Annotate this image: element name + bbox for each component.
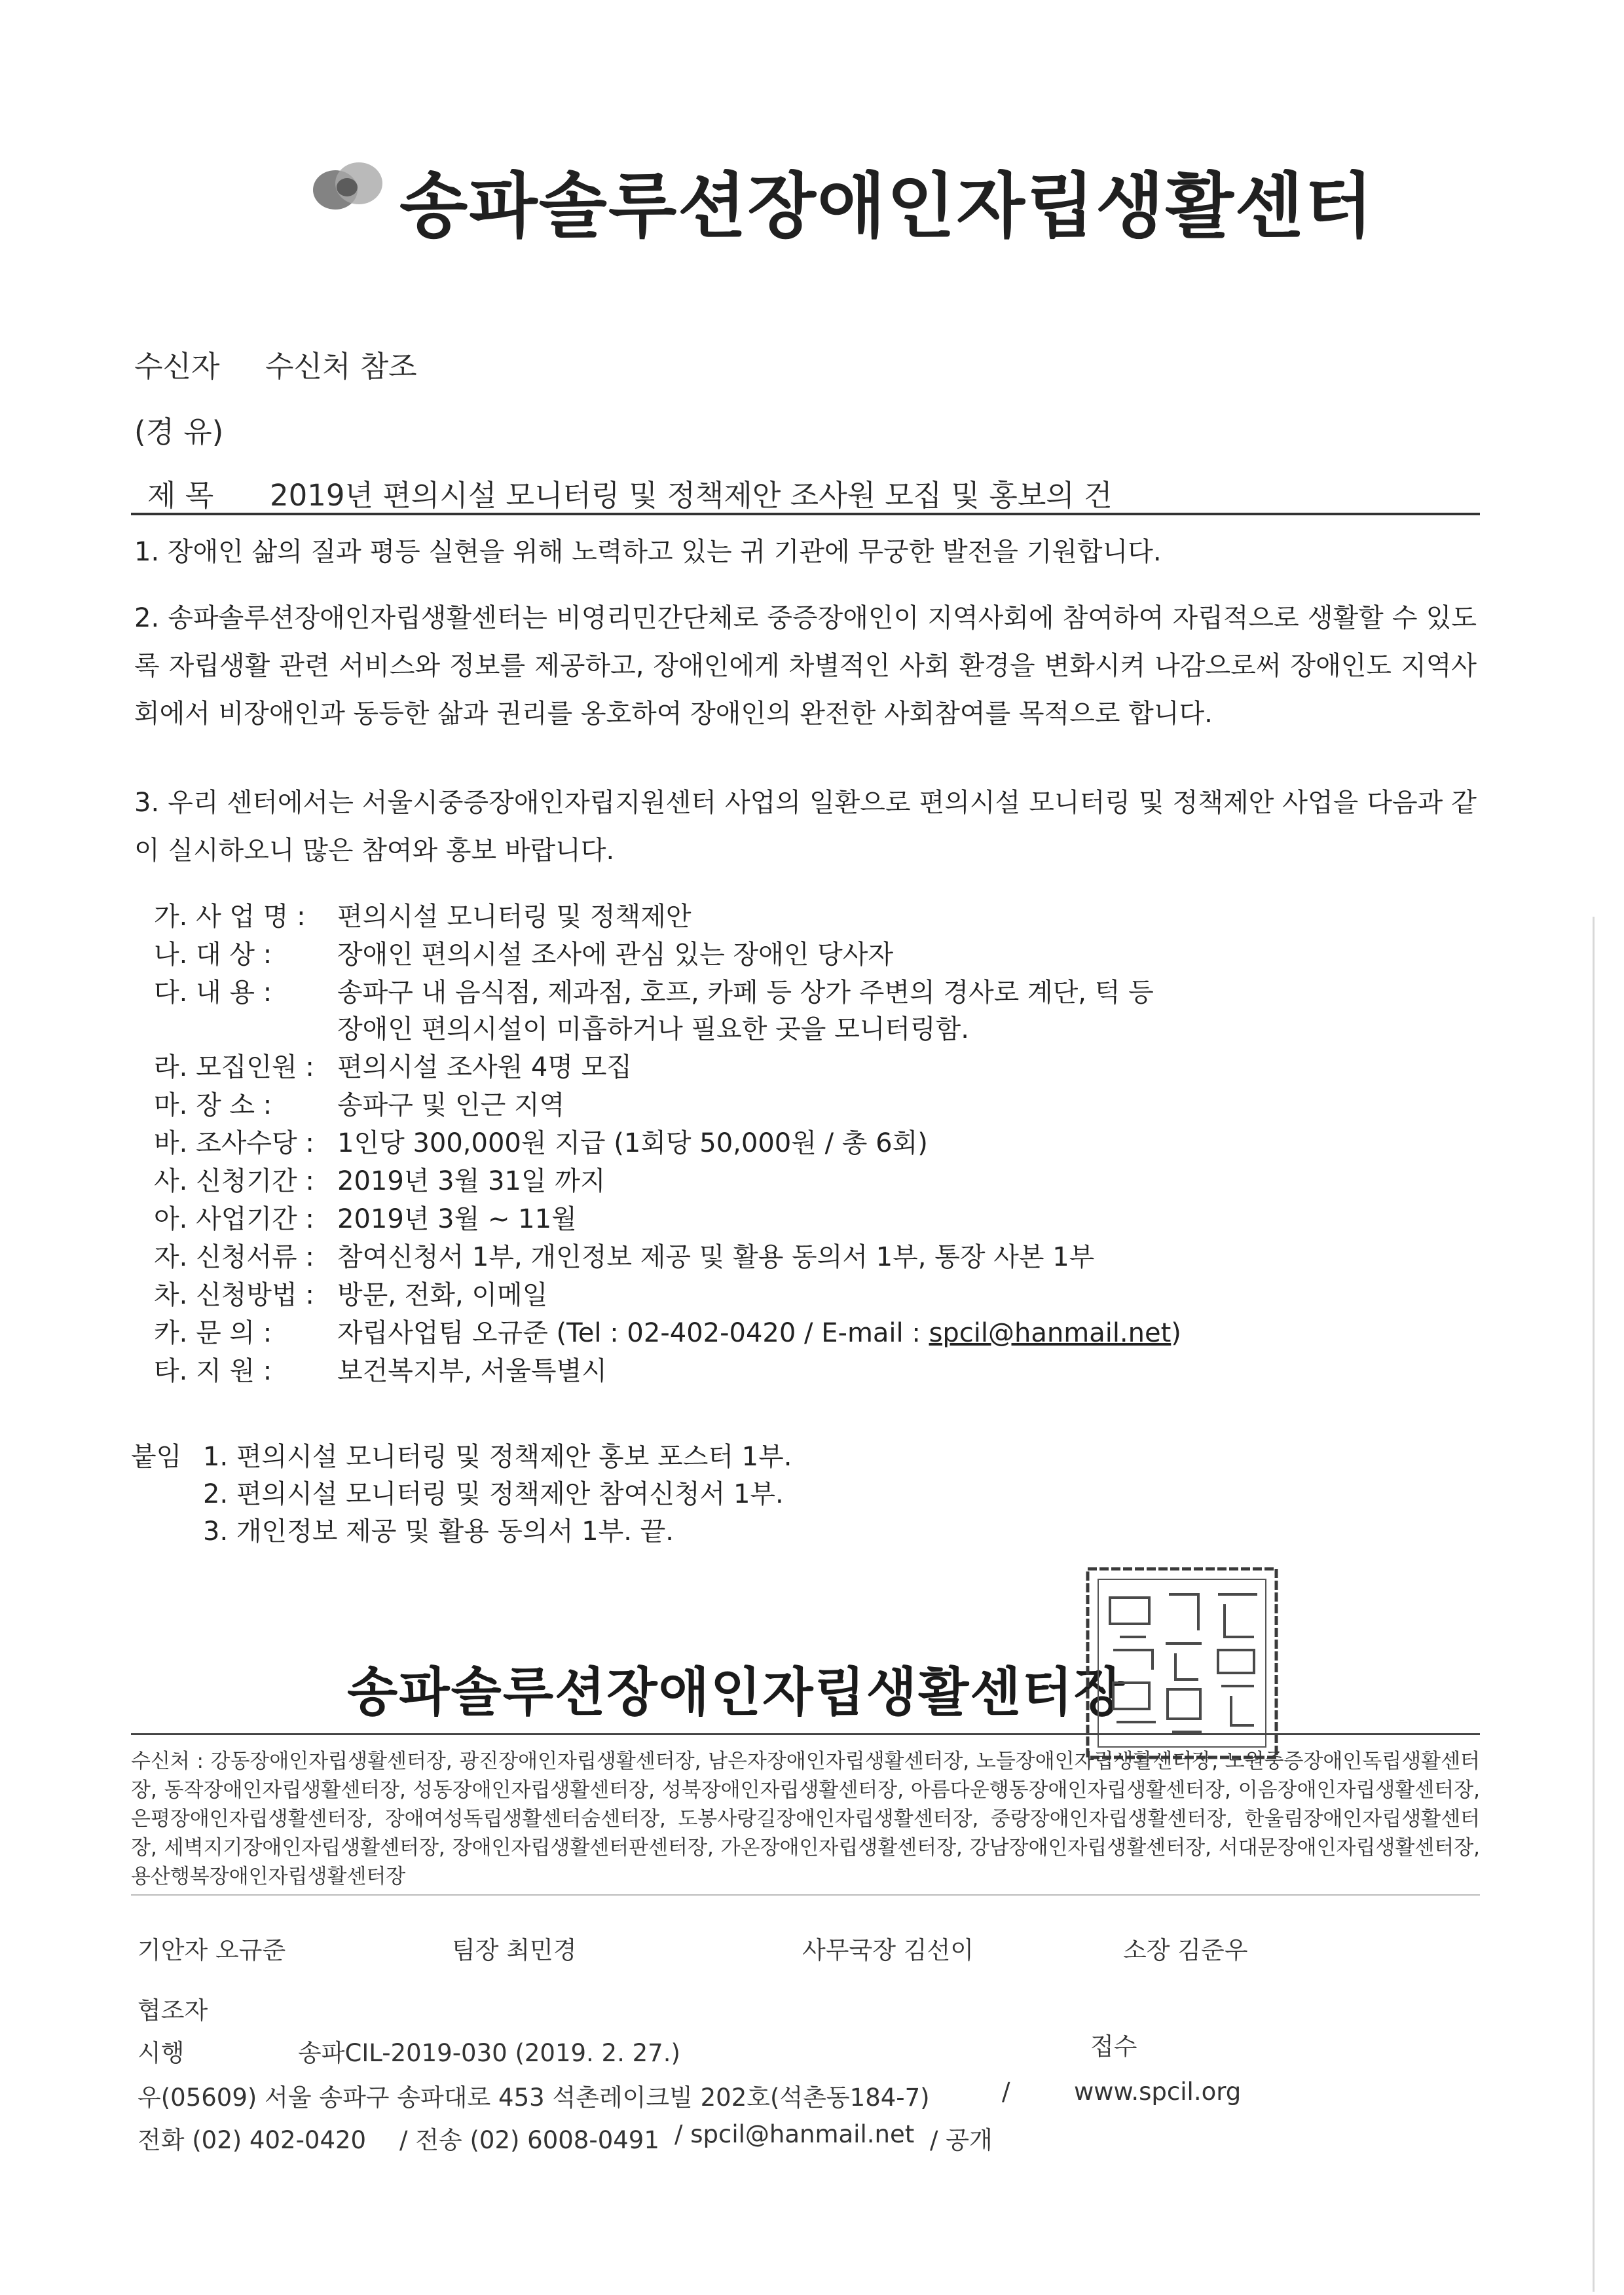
paragraph-3: 3. 우리 센터에서는 서울시중증장애인자립지원센터 사업의 일환으로 편의시설 모니터링 및 정책제안 사업을 다음과 같이 실시하오니 많은 참여와 홍보 바랍니다. (134, 788, 1477, 866)
subject-label: 제 목 (147, 478, 214, 513)
item-value: 방문, 전화, 이메일 (337, 1280, 548, 1310)
item-label: 카. 문 의 : (154, 1318, 272, 1348)
organization-title: 송파솔루션장애인자립생활센터 (399, 166, 1375, 248)
item-value: 2019년 3월 31일 까지 (337, 1166, 606, 1196)
item-label: 나. 대 상 : (154, 940, 272, 970)
item-label: 사. 신청기간 : (154, 1166, 314, 1196)
item-label: 가. 사 업 명 : (154, 902, 306, 932)
receipt-label: 접수 (1090, 2032, 1137, 2061)
address-separator: / (1002, 2078, 1010, 2106)
website-link[interactable]: www.spcil.org (1074, 2078, 1242, 2106)
item-value: 참여신청서 1부, 개인정보 제공 및 활용 동의서 1부, 통장 사본 1부 (337, 1242, 1095, 1272)
visibility-status: / 공개 (930, 2126, 993, 2154)
footer-email-link[interactable]: / spcil@hanmail.net (674, 2120, 915, 2148)
item-label: 타. 지 원 : (154, 1356, 272, 1386)
item-value-continued: 장애인 편의시설이 미흡하거나 필요한 곳을 모니터링함. (337, 1014, 970, 1044)
item-label: 아. 사업기간 : (154, 1204, 314, 1234)
signatory-title: 송파솔루션장애인자립생활센터장 (347, 1662, 1126, 1723)
item-value: 편의시설 조사원 4명 모집 (337, 1052, 632, 1082)
official-seal-stamp-icon (1084, 1565, 1280, 1761)
item-value: 보건복지부, 서울특별시 (337, 1356, 607, 1386)
paragraph-2: 2. 송파솔루션장애인자립생활센터는 비영리민간단체로 중증장애인이 지역사회에 참여하여 자립적으로 생활할 수 있도록 자립생활 관련 서비스와 정보를 제공하고, 장애인에게 차별적인 사회 환경을 변화시켜 나감으로써 장애인도 지역사회에서 비장애인과 동등한 삶과 권리를 옹호하여 장애인의 완전한 사회참여를 목적으로 합니다. (134, 603, 1477, 729)
subject-value: 2019년 편의시설 모니터링 및 정책제안 조사원 모집 및 홍보의 건 (270, 478, 1113, 513)
recipients-divider (131, 1894, 1480, 1896)
scan-edge-line (1593, 917, 1595, 2292)
enforcement-label: 시행 (138, 2039, 185, 2067)
item-value: 송파구 및 인근 지역 (337, 1090, 565, 1120)
overlapping-circles-logo-icon (301, 149, 399, 221)
enforcement-number: 송파CIL-2019-030 (2019. 2. 27.) (298, 2039, 680, 2067)
subject-divider (131, 513, 1480, 515)
team-lead: 팀장 최민경 (452, 1936, 577, 1964)
item-value (337, 1312, 1181, 1349)
attachment-item: 2. 편의시설 모니터링 및 정책제안 참여신청서 1부. (203, 1479, 784, 1509)
attachment-item: 3. 개인정보 제공 및 활용 동의서 1부. 끝. (203, 1516, 674, 1547)
cooperator-label: 협조자 (138, 1996, 208, 2025)
item-label: 마. 장 소 : (154, 1090, 272, 1120)
contact-text: 자립사업팀 오규준 (Tel : 02-402-0420 / E-mail : (337, 1318, 929, 1348)
item-value: 장애인 편의시설 조사에 관심 있는 장애인 당사자 (337, 940, 894, 970)
item-label: 바. 조사수당 : (154, 1128, 314, 1158)
item-label: 차. 신청방법 : (154, 1280, 314, 1310)
item-value: 편의시설 모니터링 및 정책제안 (337, 902, 692, 932)
address: 우(05609) 서울 송파구 송파대로 453 석촌레이크빌 202호(석촌동184-7) (138, 2084, 930, 2112)
item-value: 송파구 내 음식점, 제과점, 호프, 카페 등 상가 주변의 경사로 계단, 턱 등 (337, 978, 1154, 1008)
attachment-label: 붙임 (131, 1442, 182, 1472)
contact-text-end: ) (1171, 1318, 1181, 1348)
attachment-item: 1. 편의시설 모니터링 및 정책제안 홍보 포스터 1부. (203, 1442, 792, 1472)
director: 소장 김준우 (1123, 1936, 1248, 1964)
item-value: 2019년 3월 ~ 11월 (337, 1204, 577, 1234)
item-value: 1인당 300,000원 지급 (1회당 50,000원 / 총 6회) (337, 1128, 928, 1158)
item-label: 다. 내 용 : (154, 978, 272, 1008)
item-label: 라. 모집인원 : (154, 1052, 314, 1082)
recipients-list: 수신처 : 강동장애인자립생활센터장, 광진장애인자립생활센터장, 남은자장애인자립생활센터장, 노들장애인자립생활센터장, 노원중증장애인독립생활센터장, 동작장애인자립생활센터장, 성동장애인자립생활센터장, 성북장애인자립생활센터장, 아름다운행동장애인자립생활센터장, 이음장애인자립생활센터장, 은평장애인자립생활센터장, 장애여성독립생활센터숨센터장, 도봉사랑길장애인자립생활센터장, 중랑장애인자립생활센터장, 한울림장애인자립생활센터장, 세벽지기장애인자립생활센터장, 장애인자립생활센터판센터장, 가온장애인자립생활센터장, 강남장애인자립생활센터장, 서대문장애인자립생활센터장, 용산행복장애인자립생활센터장 (131, 1750, 1480, 1888)
paragraph-1: 1. 장애인 삶의 질과 평등 실현을 위해 노력하고 있는 귀 기관에 무궁한 발전을 기원합니다. (134, 537, 1162, 567)
signature-divider (131, 1733, 1480, 1735)
drafter: 기안자 오규준 (138, 1936, 286, 1964)
recipient-label: 수신자 (134, 349, 220, 384)
contact-email-link[interactable]: spcil@hanmail.net (929, 1318, 1172, 1348)
item-label: 자. 신청서류 : (154, 1242, 314, 1272)
fax-number: / 전송 (02) 6008-0491 (399, 2126, 659, 2154)
via-label: (경 유) (134, 414, 224, 449)
secretary-general: 사무국장 김선이 (802, 1936, 974, 1964)
phone-number: 전화 (02) 402-0420 (138, 2126, 367, 2154)
recipient-value: 수신처 참조 (265, 349, 417, 384)
